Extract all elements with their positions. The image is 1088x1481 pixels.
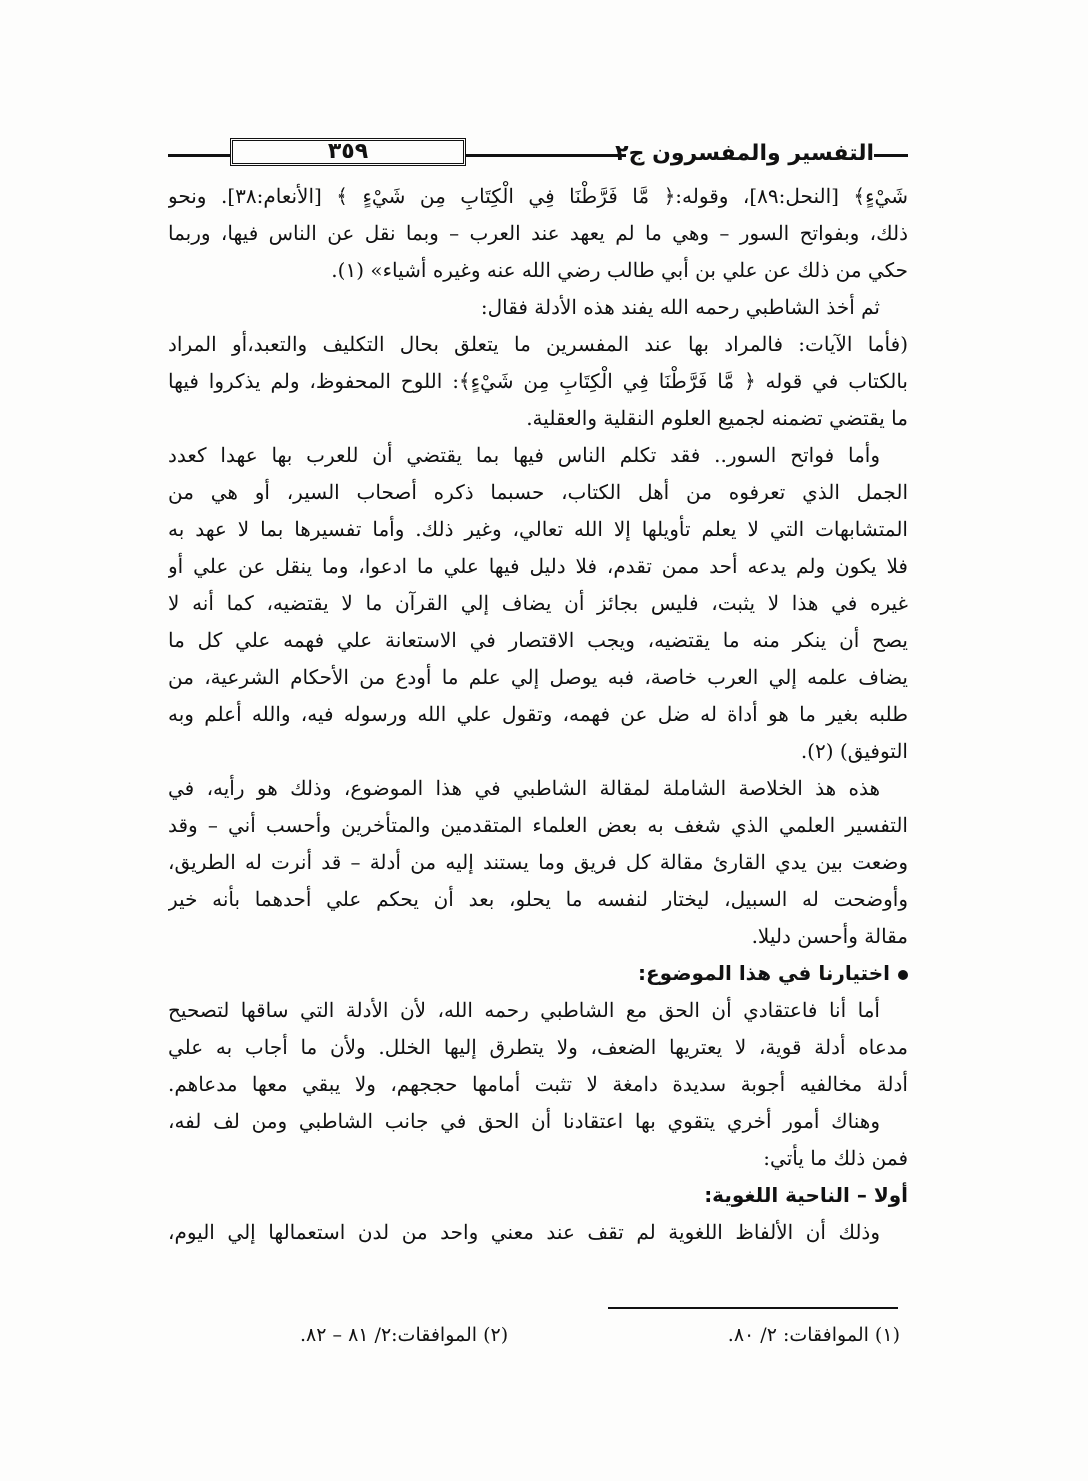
header-rule-middle: [466, 154, 626, 157]
text-line: ما يقتضي تضمنه لجميع العلوم النقلية والعقلية.: [526, 406, 908, 430]
running-title: التفسير والمفسرون ج٢: [615, 141, 874, 166]
page-number-box: [230, 138, 466, 166]
footnote-1: (١) الموافقات: ٢/ ٨٠.: [727, 1324, 900, 1346]
body-text: [168, 178, 908, 1251]
text-line: وهناك أمور أخري يتقوي بها اعتقادنا أن الحق في جانب الشاطبي ومن لف لفه،: [168, 1109, 880, 1133]
text-line: هذه هذ الخلاصة الشاملة لمقالة الشاطبي في هذا الموضوع، وذلك هو رأيه، في: [168, 776, 880, 800]
text-line: يصح أن ينكر منه ما يقتضيه، ويجب الاقتصار في الاستعانة علي فهمه علي كل ما: [168, 628, 908, 652]
text-line: وضعت بين يدي القارئ مقالة كل فريق وما يستند إليه من أدلة – قد أنرت له الطريق،: [168, 850, 908, 874]
text-line: فلا يكون ولم يدعه أحد ممن تقدم، فلا دليل فيها علي ما ادعوا، وما ينقل عن علي أو: [168, 554, 908, 578]
header-rule-left: [168, 154, 230, 157]
section-heading-text: اختيارنا في هذا الموضوع:: [638, 961, 890, 985]
footnotes: [300, 1320, 900, 1350]
text-line: بالكتاب في قوله ﴿ مَّا فَرَّطْنَا فِي الْكِتَابِ مِن شَيْءٍ﴾: اللوح المحفوظ، ولم يذكروا فيها: [168, 369, 908, 393]
text-line: أما أنا فاعتقادي أن الحق مع الشاطبي رحمه الله، لأن الأدلة التي ساقها لتصحيح: [168, 998, 880, 1022]
text-line: شَيْءٍ﴾ [النحل:٨٩]، وقوله:﴿ مَّا فَرَّطْنَا فِي الْكِتَابِ مِن شَيْءٍ ﴾ [الأنعام:٣٨]. ونحو: [168, 184, 908, 208]
text-line: طلبه بغير ما هو أداة له ضل عن فهمه، وتقول علي الله ورسوله فيه، والله أعلم وبه: [168, 702, 908, 726]
text-line: ذلك، وبفواتح السور – وهي ما لم يعهد عند العرب – وبما نقل عن الناس فيها، وربما: [168, 221, 908, 245]
text-line: التوفيق) (٢).: [800, 739, 908, 763]
text-line: غيره في هذا لا يثبت، فليس بجائز أن يضاف إلي القرآن ما لا يقتضيه، كما أنه لا: [168, 591, 908, 615]
text-line: أدلة مخالفيه أجوبة سديدة دامغة لا تثبت أمامها حججهم، ولا يبقي معها مدعاهم.: [168, 1072, 908, 1096]
text-line: المتشابهات التي لا يعلم تأويلها إلا الله تعالي، وغير ذلك. وأما تفسيرها بما لا عهد به: [168, 517, 908, 541]
bullet-icon: [898, 970, 908, 980]
section-heading-linguistic: أولا – الناحية اللغوية:: [704, 1183, 908, 1207]
page-number: ٣٥٩: [327, 139, 369, 164]
text-line: حكي من ذلك عن علي بن أبي طالب رضي الله عنه وغيره أشياء» (١).: [331, 258, 908, 282]
text-line: فمن ذلك ما يأتي:: [763, 1146, 908, 1170]
text-line: الجمل الذي تعرفوه من أهل الكتاب، حسبما ذكره أصحاب السير، أو هي من: [168, 480, 908, 504]
text-line: وذلك أن الألفاظ اللغوية لم تقف عند معني واحد من لدن استعمالها إلي اليوم،: [168, 1220, 880, 1244]
section-heading-our-choice: [168, 955, 908, 992]
page-header: [168, 138, 908, 172]
text-line: ثم أخذ الشاطبي رحمه الله يفند هذه الأدلة فقال:: [480, 295, 880, 319]
text-line: (فأما الآيات: فالمراد بها عند المفسرين ما يتعلق بحال التكليف والتعبد،أو المراد: [168, 332, 908, 356]
text-line: وأوضحت له السبيل، ليختار لنفسه ما يحلو، بعد أن يحكم علي أحدهما بأنه خير: [168, 887, 908, 911]
text-line: مقالة وأحسن دليلا.: [751, 924, 908, 948]
text-line: وأما فواتح السور.. فقد تكلم الناس فيها بما يقتضي أن للعرب بها عهدا كعدد: [168, 443, 880, 467]
header-rule-right: [874, 154, 908, 157]
footnote-rule: [608, 1307, 898, 1309]
text-line: التفسير العلمي الذي شغف به بعض العلماء المتقدمين والمتأخرين وأحسب أني – وقد: [168, 813, 908, 837]
text-line: يضاف علمه إلي العرب خاصة، فبه يوصل إلي علم ما أودع من الأحكام الشرعية، من: [168, 665, 908, 689]
text-line: مدعاه أدلة قوية، لا يعتريها الضعف، ولا يتطرق إليها الخلل. ولأن ما أجاب به علي: [168, 1035, 908, 1059]
footnote-2: (٢) الموافقات:٢/ ٨١ – ٨٢.: [300, 1324, 509, 1346]
